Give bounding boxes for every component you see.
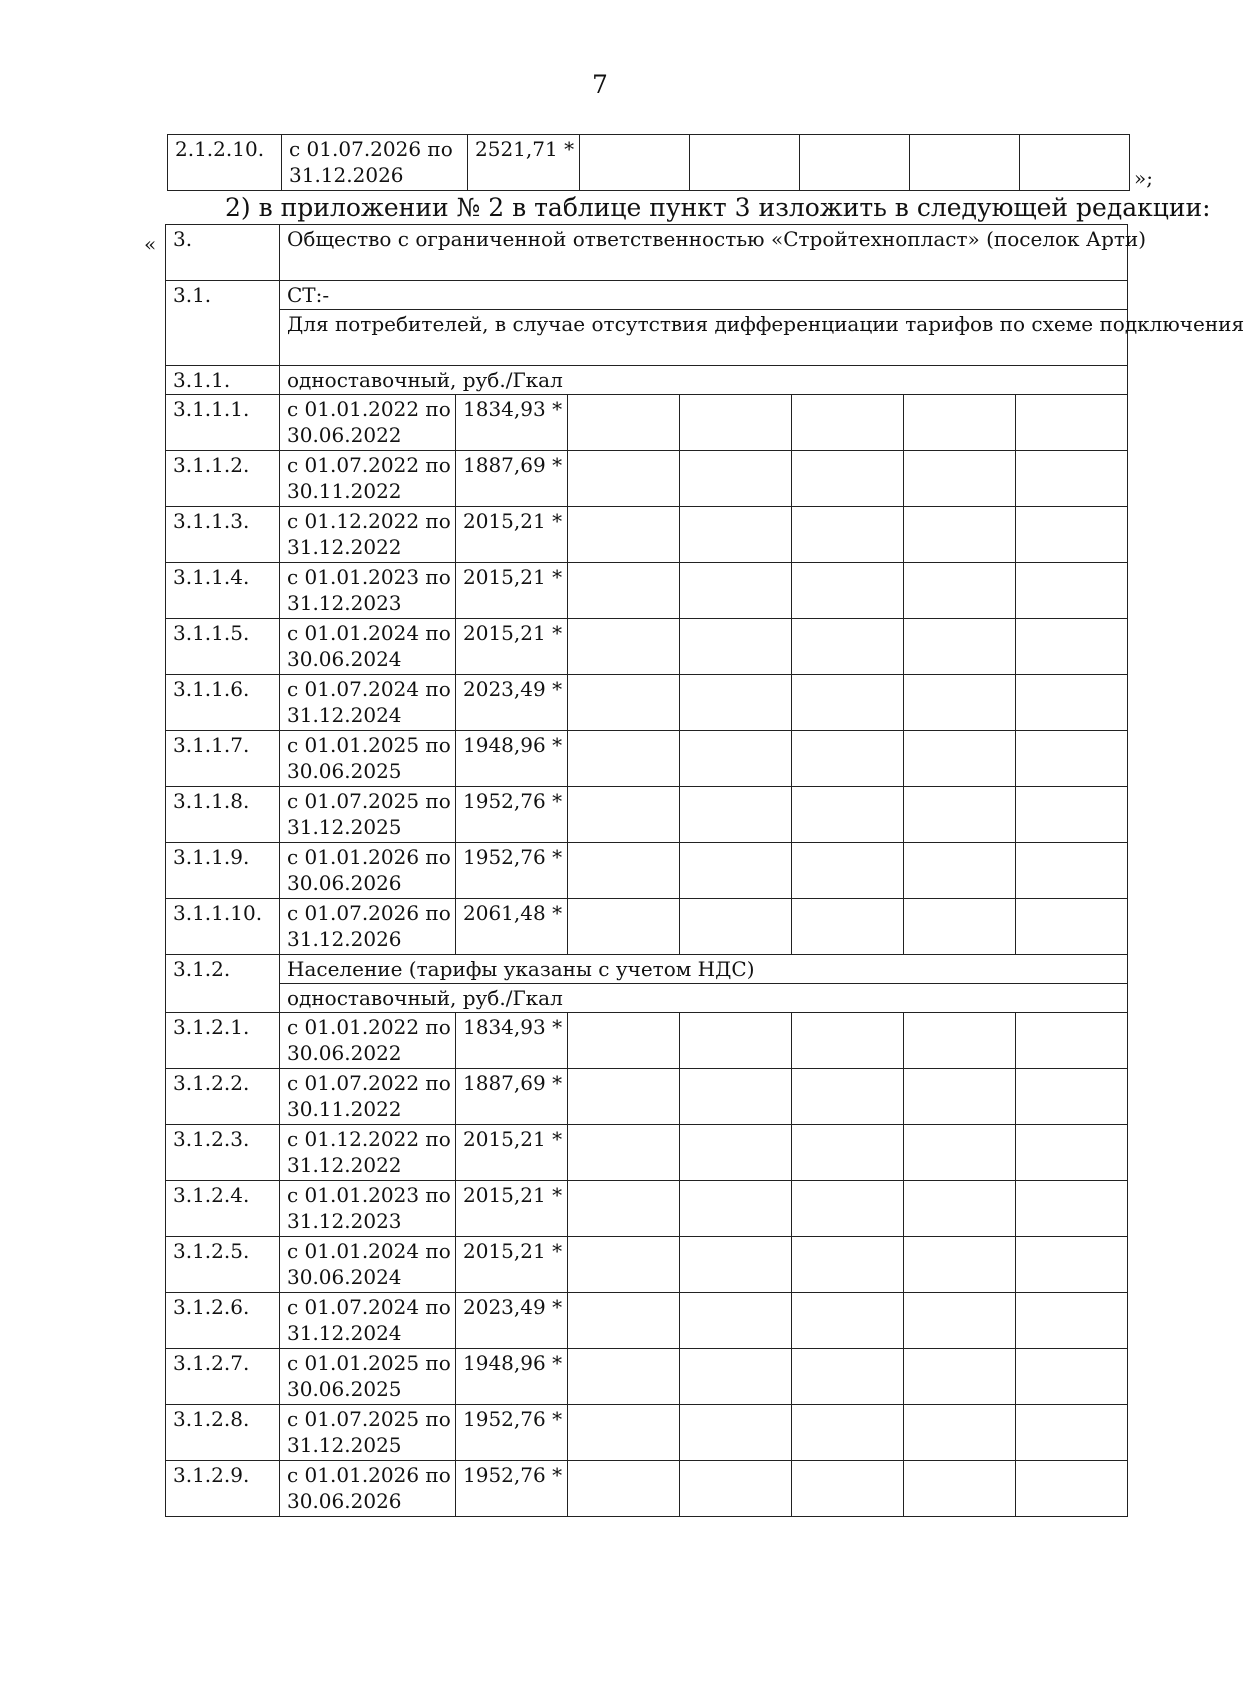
- section-1-label: одноставочный, руб./Гкал: [280, 366, 1128, 395]
- row-number: 3.1.2.6.: [166, 1293, 280, 1349]
- empty-cell: [680, 675, 792, 731]
- period-cell: [280, 1013, 456, 1069]
- empty-cell: [1016, 1405, 1128, 1461]
- table-row: [166, 1461, 1128, 1517]
- empty-cell: [1016, 899, 1128, 955]
- period-end: 31.12.2022: [287, 535, 402, 559]
- row-number: 3.1.1.2.: [166, 451, 280, 507]
- period-start: с 01.01.2025 по: [287, 733, 451, 757]
- org-row: [166, 225, 1128, 281]
- section-2-number: 3.1.2.: [166, 955, 280, 1013]
- period-cell: [280, 451, 456, 507]
- empty-cell: [680, 899, 792, 955]
- period-start: с 01.01.2026 по: [287, 1463, 451, 1487]
- empty-cell: [568, 787, 680, 843]
- empty-cell: [792, 507, 904, 563]
- row-number: 2.1.2.10.: [168, 135, 282, 191]
- empty-cell: [800, 135, 910, 191]
- row-number: 3.1.2.4.: [166, 1181, 280, 1237]
- empty-cell: [680, 1013, 792, 1069]
- st-number: 3.1.: [166, 281, 280, 366]
- empty-cell: [568, 731, 680, 787]
- empty-cell: [792, 451, 904, 507]
- row-number: 3.1.2.8.: [166, 1405, 280, 1461]
- empty-cell: [1016, 395, 1128, 451]
- tariff-value: 1887,69 *: [456, 1069, 568, 1125]
- table-row: [166, 507, 1128, 563]
- tariff-value: 1948,96 *: [456, 731, 568, 787]
- tariff-value: 2015,21 *: [456, 619, 568, 675]
- empty-cell: [1020, 135, 1130, 191]
- section-2-row: [166, 955, 1128, 984]
- period-end: 30.06.2025: [287, 1377, 402, 1401]
- org-number: 3.: [166, 225, 280, 281]
- closing-quote-mark: »;: [1134, 166, 1153, 190]
- empty-cell: [1016, 675, 1128, 731]
- empty-cell: [568, 1293, 680, 1349]
- empty-cell: [792, 1237, 904, 1293]
- empty-cell: [1016, 1349, 1128, 1405]
- empty-cell: [568, 619, 680, 675]
- tariff-value: 2015,21 *: [456, 1181, 568, 1237]
- section-2-label: Население (тарифы указаны с учетом НДС): [280, 955, 1128, 984]
- period-start: с 01.12.2022 по: [287, 509, 451, 533]
- empty-cell: [680, 395, 792, 451]
- table-row: [166, 1349, 1128, 1405]
- amendment-instruction: 2) в приложении № 2 в таблице пункт 3 изложить в следующей редакции:: [225, 193, 1211, 222]
- st-label: СТ:-: [280, 281, 1128, 310]
- empty-cell: [792, 675, 904, 731]
- empty-cell: [680, 563, 792, 619]
- empty-cell: [792, 731, 904, 787]
- period-end: 30.11.2022: [287, 1097, 402, 1121]
- period-end: 31.12.2023: [287, 1209, 402, 1233]
- empty-cell: [792, 1293, 904, 1349]
- period-end: 30.06.2022: [287, 423, 402, 447]
- period-start: с 01.01.2023 по: [287, 1183, 451, 1207]
- row-number: 3.1.2.9.: [166, 1461, 280, 1517]
- page-number: 7: [592, 70, 608, 99]
- period-start: с 01.07.2025 по: [287, 789, 451, 813]
- period-cell: [280, 1461, 456, 1517]
- table-row: [166, 843, 1128, 899]
- empty-cell: [568, 1013, 680, 1069]
- tariff-table-item-3: [165, 224, 1244, 1517]
- tariff-value: 1948,96 *: [456, 1349, 568, 1405]
- tariff-value: 2023,49 *: [456, 675, 568, 731]
- period-end: 31.12.2026: [289, 163, 404, 187]
- period-end: 31.12.2025: [287, 1433, 402, 1457]
- row-number: 3.1.1.5.: [166, 619, 280, 675]
- empty-cell: [792, 899, 904, 955]
- row-number: 3.1.2.2.: [166, 1069, 280, 1125]
- empty-cell: [680, 731, 792, 787]
- period-end: 30.06.2025: [287, 759, 402, 783]
- empty-cell: [568, 1405, 680, 1461]
- empty-cell: [1016, 1125, 1128, 1181]
- empty-cell: [904, 731, 1016, 787]
- empty-cell: [904, 1237, 1016, 1293]
- table-row: [166, 1237, 1128, 1293]
- row-number: 3.1.1.6.: [166, 675, 280, 731]
- period-cell: [280, 731, 456, 787]
- period-cell: [280, 395, 456, 451]
- empty-cell: [680, 619, 792, 675]
- tariff-value: 1952,76 *: [456, 1405, 568, 1461]
- period-cell: [280, 843, 456, 899]
- table-row: [166, 1293, 1128, 1349]
- period-end: 31.12.2026: [287, 927, 402, 951]
- period-cell: [280, 675, 456, 731]
- period-cell: [280, 1237, 456, 1293]
- empty-cell: [904, 843, 1016, 899]
- period-start: с 01.01.2022 по: [287, 1015, 451, 1039]
- empty-cell: [792, 563, 904, 619]
- period-end: 30.06.2022: [287, 1041, 402, 1065]
- empty-cell: [680, 1125, 792, 1181]
- org-name: Общество с ограниченной ответственностью «Стройтехнопласт» (поселок Арти): [280, 225, 1128, 281]
- empty-cell: [904, 395, 1016, 451]
- period-end: 30.11.2022: [287, 479, 402, 503]
- empty-cell: [904, 619, 1016, 675]
- section-1-number: 3.1.1.: [166, 366, 280, 395]
- empty-cell: [904, 675, 1016, 731]
- tariff-value: 1834,93 *: [456, 1013, 568, 1069]
- empty-cell: [680, 1405, 792, 1461]
- period-start: с 01.01.2024 по: [287, 1239, 451, 1263]
- row-number: 3.1.1.1.: [166, 395, 280, 451]
- consumers-row: [166, 310, 1128, 366]
- empty-cell: [568, 395, 680, 451]
- empty-cell: [792, 1349, 904, 1405]
- empty-cell: [568, 1181, 680, 1237]
- empty-cell: [1016, 451, 1128, 507]
- empty-cell: [792, 843, 904, 899]
- empty-cell: [568, 1125, 680, 1181]
- empty-cell: [904, 787, 1016, 843]
- tariff-value: 2015,21 *: [456, 563, 568, 619]
- empty-cell: [568, 507, 680, 563]
- period-start: с 01.01.2025 по: [287, 1351, 451, 1375]
- empty-cell: [904, 899, 1016, 955]
- period-start: с 01.07.2025 по: [287, 1407, 451, 1431]
- empty-cell: [680, 1461, 792, 1517]
- empty-cell: [568, 843, 680, 899]
- table-row: [166, 451, 1128, 507]
- empty-cell: [910, 135, 1020, 191]
- period-start: с 01.07.2026 по: [287, 901, 451, 925]
- empty-cell: [904, 451, 1016, 507]
- tariff-value: 1952,76 *: [456, 787, 568, 843]
- empty-cell: [1016, 1181, 1128, 1237]
- period-cell: [280, 619, 456, 675]
- empty-cell: [792, 1405, 904, 1461]
- period-start: с 01.01.2022 по: [287, 397, 451, 421]
- period-start: с 01.07.2024 по: [287, 1295, 451, 1319]
- empty-cell: [792, 1181, 904, 1237]
- empty-cell: [680, 507, 792, 563]
- period-cell: [280, 1293, 456, 1349]
- period-end: 30.06.2026: [287, 1489, 402, 1513]
- empty-cell: [904, 1349, 1016, 1405]
- empty-cell: [568, 451, 680, 507]
- empty-cell: [680, 451, 792, 507]
- row-number: 3.1.2.5.: [166, 1237, 280, 1293]
- empty-cell: [1016, 787, 1128, 843]
- empty-cell: [680, 1349, 792, 1405]
- tariff-value: 1887,69 *: [456, 451, 568, 507]
- empty-cell: [1016, 1461, 1128, 1517]
- tariff-value: 2015,21 *: [456, 507, 568, 563]
- empty-cell: [1016, 843, 1128, 899]
- table-row: [166, 395, 1128, 451]
- row-number: 3.1.1.7.: [166, 731, 280, 787]
- tariff-value: 2015,21 *: [456, 1125, 568, 1181]
- period-cell: [280, 1125, 456, 1181]
- table-row: [166, 1405, 1128, 1461]
- period-cell: [280, 507, 456, 563]
- empty-cell: [568, 1461, 680, 1517]
- empty-cell: [792, 787, 904, 843]
- empty-cell: [904, 507, 1016, 563]
- table-row: [166, 1181, 1128, 1237]
- period-cell: [280, 787, 456, 843]
- table-row: [166, 1013, 1128, 1069]
- tariff-value: 2521,71 *: [468, 135, 580, 191]
- table-row: [166, 1125, 1128, 1181]
- section-1-row: [166, 366, 1128, 395]
- empty-cell: [1016, 1069, 1128, 1125]
- tariff-value: 1952,76 *: [456, 1461, 568, 1517]
- empty-cell: [904, 1013, 1016, 1069]
- empty-cell: [568, 1349, 680, 1405]
- table-row: [166, 619, 1128, 675]
- consumers-label: Для потребителей, в случае отсутствия дифференциации тарифов по схеме подключения: [280, 310, 1128, 366]
- empty-cell: [1016, 507, 1128, 563]
- empty-cell: [792, 1125, 904, 1181]
- section-2-subrow: [166, 984, 1128, 1013]
- opening-quote-mark: «: [144, 232, 157, 256]
- empty-cell: [904, 1461, 1016, 1517]
- empty-cell: [904, 563, 1016, 619]
- period-end: 31.12.2022: [287, 1153, 402, 1177]
- period-start: с 01.07.2022 по: [287, 453, 451, 477]
- st-row: [166, 281, 1128, 310]
- table-row: [166, 1069, 1128, 1125]
- continued-tariff-table: [167, 134, 1130, 191]
- empty-cell: [680, 1237, 792, 1293]
- empty-cell: [1016, 1013, 1128, 1069]
- empty-cell: [1016, 619, 1128, 675]
- period-end: 31.12.2025: [287, 815, 402, 839]
- empty-cell: [904, 1125, 1016, 1181]
- empty-cell: [1016, 563, 1128, 619]
- empty-cell: [1016, 1293, 1128, 1349]
- row-number: 3.1.2.1.: [166, 1013, 280, 1069]
- period-start: с 01.07.2026 по: [289, 137, 453, 161]
- empty-cell: [568, 675, 680, 731]
- period-end: 30.06.2024: [287, 1265, 402, 1289]
- empty-cell: [904, 1069, 1016, 1125]
- empty-cell: [792, 1069, 904, 1125]
- tariff-value: 2015,21 *: [456, 1237, 568, 1293]
- empty-cell: [680, 1069, 792, 1125]
- period-cell: [280, 899, 456, 955]
- period-end: 30.06.2024: [287, 647, 402, 671]
- period-cell: [280, 1069, 456, 1125]
- empty-cell: [568, 563, 680, 619]
- empty-cell: [792, 1013, 904, 1069]
- empty-cell: [904, 1405, 1016, 1461]
- empty-cell: [580, 135, 690, 191]
- table-row: [166, 675, 1128, 731]
- empty-cell: [1016, 1237, 1128, 1293]
- period-start: с 01.12.2022 по: [287, 1127, 451, 1151]
- empty-cell: [568, 1237, 680, 1293]
- tariff-value: 1834,93 *: [456, 395, 568, 451]
- period-cell: [280, 1349, 456, 1405]
- table-row: [166, 563, 1128, 619]
- period-cell: [280, 563, 456, 619]
- period-cell: [280, 1181, 456, 1237]
- period-start: с 01.07.2022 по: [287, 1071, 451, 1095]
- row-number: 3.1.1.9.: [166, 843, 280, 899]
- row-number: 3.1.1.4.: [166, 563, 280, 619]
- row-number: 3.1.2.7.: [166, 1349, 280, 1405]
- period-end: 31.12.2024: [287, 1321, 402, 1345]
- tariff-value: 2061,48 *: [456, 899, 568, 955]
- section-2-sublabel: одноставочный, руб./Гкал: [280, 984, 1128, 1013]
- period-end: 30.06.2026: [287, 871, 402, 895]
- empty-cell: [1016, 731, 1128, 787]
- period-end: 31.12.2024: [287, 703, 402, 727]
- empty-cell: [680, 787, 792, 843]
- empty-cell: [690, 135, 800, 191]
- empty-cell: [568, 899, 680, 955]
- table-row: [168, 135, 1130, 191]
- empty-cell: [792, 1461, 904, 1517]
- table-row: [166, 899, 1128, 955]
- row-number: 3.1.1.10.: [166, 899, 280, 955]
- row-number: 3.1.2.3.: [166, 1125, 280, 1181]
- period-start: с 01.01.2024 по: [287, 621, 451, 645]
- empty-cell: [792, 619, 904, 675]
- empty-cell: [680, 1293, 792, 1349]
- row-number: 3.1.1.8.: [166, 787, 280, 843]
- period-start: с 01.01.2023 по: [287, 565, 451, 589]
- table-row: [166, 787, 1128, 843]
- empty-cell: [568, 1069, 680, 1125]
- table-row: [166, 731, 1128, 787]
- period-end: 31.12.2023: [287, 591, 402, 615]
- period-cell: [282, 135, 468, 191]
- period-cell: [280, 1405, 456, 1461]
- empty-cell: [680, 843, 792, 899]
- empty-cell: [904, 1181, 1016, 1237]
- period-start: с 01.07.2024 по: [287, 677, 451, 701]
- tariff-value: 1952,76 *: [456, 843, 568, 899]
- empty-cell: [680, 1181, 792, 1237]
- period-start: с 01.01.2026 по: [287, 845, 451, 869]
- empty-cell: [904, 1293, 1016, 1349]
- row-number: 3.1.1.3.: [166, 507, 280, 563]
- empty-cell: [792, 395, 904, 451]
- tariff-value: 2023,49 *: [456, 1293, 568, 1349]
